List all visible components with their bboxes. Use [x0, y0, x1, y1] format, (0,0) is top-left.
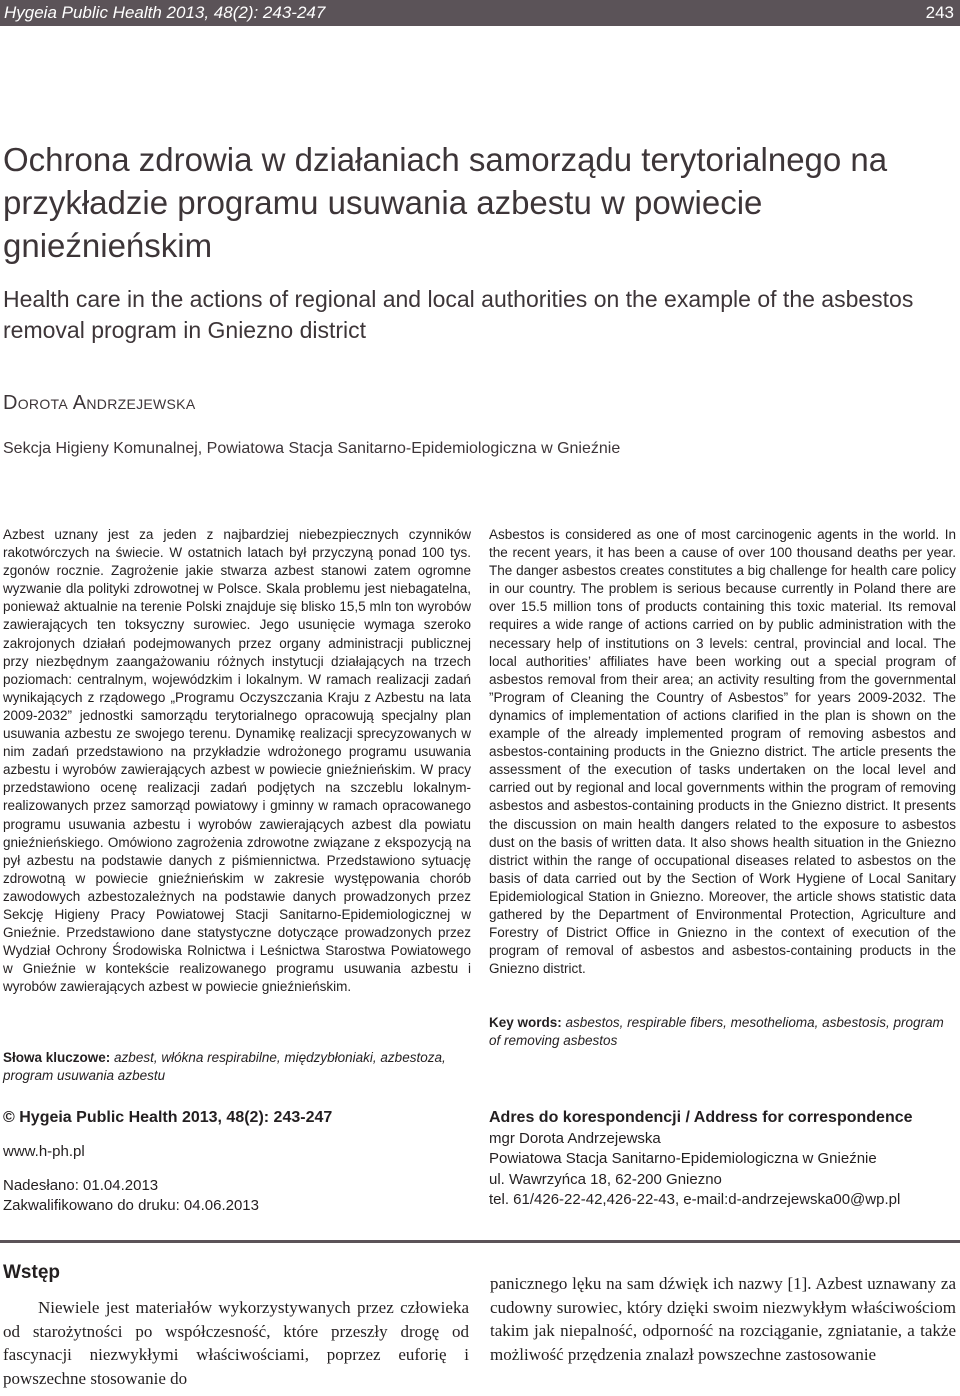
journal-reference: Hygeia Public Health 2013, 48(2): 243-247	[4, 3, 326, 22]
received-date: Nadesłano: 01.04.2013	[3, 1177, 159, 1194]
keywords-polish-text: azbest, włókna respirabilne, międzybłoniaki, azbestoza, program usuwania azbestu	[3, 1050, 446, 1084]
correspondence-institution: Powiatowa Stacja Sanitarno-Epidemiologiczna w Gnieźnie	[489, 1150, 877, 1167]
correspondence-block	[489, 1108, 956, 1211]
intro-text-right: panicznego lęku na sam dźwięk ich nazwy [1]. Azbest uznawany za cudowny surowiec, który dzięki swoim niezwykłym właściwościom takim jak niepalność, odporność na rozciąganie, zgniatanie, a także możliwość przędzenia znalazł powszechne zastosowanie	[490, 1274, 956, 1365]
keywords-english	[489, 1014, 956, 1050]
title-english: Health care in the actions of regional and local authorities on the example of the asbestos removal program in Gniezno district	[3, 286, 914, 343]
correspondence-name: mgr Dorota Andrzejewska	[489, 1129, 661, 1147]
intro-text-left: Niewiele jest materiałów wykorzystywanych przez człowieka od starożytności po współczesność, które przeszły drogę od fascynacji niezwykłymi właściwościami, poprzez euforię i powszechne stosowanie do	[3, 1298, 469, 1389]
journal-website-link[interactable]: www.h-ph.pl	[3, 1143, 85, 1160]
keywords-polish	[3, 1049, 471, 1085]
intro-heading: Wstęp	[3, 1262, 60, 1283]
author-name: Dorota Andrzejewska	[3, 392, 196, 414]
correspondence-heading: Adres do korespondencji / Address for correspondence	[489, 1109, 913, 1126]
article-metadata	[3, 1108, 473, 1216]
title-polish: Ochrona zdrowia w działaniach samorządu terytorialnego na przykładzie programu usuwania azbestu w powiecie gnieźnieńskim	[3, 141, 888, 264]
abstract-polish: Azbest uznany jest za jeden z najbardziej niebezpiecznych czynników rakotwórczych na świecie. W ostatnich latach był przyczyną ponad 100 tys. zgonów rocznie. Zagrożenie jakie stwarza azbest stanowi zatem ogromne wyzwanie dla polityki zdrowotnej w Polsce. Skala problemu jest niebagatelna, ponieważ aktualnie na terenie Polski znajduje się blisko 15,5 mln ton wyrobów zawierających ten toksyczny surowiec. Jego usunięcie wymaga szeroko zakrojonych działań podejmowanych przez organy administracji publicznej przy niezbędnym zaangażowaniu różnych instytucji działających na trzech poziomach: centralnym, wojewódzkim i lokalnym. W ramach realizacji zadań wynikających z rządowego „Programu Oczyszczania Kraju z Azbestu na lata 2009-2032” jednostki samorządu terytorialnego opracowują specjalny plan usuwania azbestu ze swojego terenu. Dynamikę realizacji sprecyzowanych w nim zadań przedstawiono na przykładzie wdrożonego programu usuwania azbestu i wyrobów zawierających azbest w powiecie gnieźnieńskim. W pracy przedstawiono ocenę realizacji zadań podjętych na szczeblu lokalnym-realizowanych przez samorząd powiatowy i gminny w ramach opracowanego programu usuwania azbestu i wyrobów zawierających azbest dla powiatu gnieźnieńskiego. Omówiono zagrożenia zdrowotne związane z ekspozycją na pył azbestu na podstawie danych z piśmiennictwa. Przedstawiono sytuację zdrowotną w powiecie gnieźnieńskim w zakresie występowania chorób zawodowych azbestozależnych na podstawie danych prowadzonych przez Sekcję Higieny Pracy Powiatowej Stacji Sanitarno-Epidemiologicznej w Gnieźnie. Przedstawiono dane statystyczne dotyczące prowadzonych przez Wydział Ochrony Środowiska Rolnictwa i Leśnictwa Starostwa Powiatowego w Gnieźnie w kontekście realizowanego programu usuwania azbestu i wyrobów zawierających azbest w powiecie gnieźnieńskim.	[3, 527, 471, 995]
section-divider	[0, 1240, 960, 1243]
keywords-polish-label: Słowa kluczowe:	[3, 1050, 111, 1065]
accepted-date: Zakwalifikowano do druku: 04.06.2013	[3, 1197, 259, 1214]
correspondence-contact: tel. 61/426-22-42,426-22-43, e-mail:d-andrzejewska00@wp.pl	[489, 1191, 901, 1208]
author-affiliation: Sekcja Higieny Komunalnej, Powiatowa Stacja Sanitarno-Epidemiologiczna w Gnieźnie	[3, 440, 621, 457]
journal-citation: © Hygeia Public Health 2013, 48(2): 243-247	[3, 1109, 333, 1126]
abstract-english: Asbestos is considered as one of most carcinogenic agents in the world. In the recent years, it has been a cause of over 100 thousand deaths per year. The danger asbestos creates constitutes a big challenge for health care policy in our country. The problem is serious because currently in Poland there are over 15.5 million tons of products containing this toxic material. Its removal requires a wide range of actions carried on by public administration with the necessary help of institutions on 3 levels: central, provincial and local. The local authorities’ affiliates have been working out a special program of asbestos removal from their area; an activity resulting from the governmental ”Program of Cleaning the Country of Asbestos” for years 2009-2032. The dynamics of implementation of actions clarified in the plan is shown on the example of the already implemented program of removing asbestos and asbestos-containing products in the Gniezno district. The article presents the assessment of the execution of tasks undertaken on the local level and carried out by regional and local governments within the program of removing asbestos and asbestos-containing products in the Gniezno district. It presents the discussion on main health dangers related to the exposure to asbestos dust on the basis of written data. It also shows health situation in the Gniezno district within the range of occupational diseases related to asbestos on the basis of data carried out by the Section of Work Hygiene of Local Sanitary Epidemiological Station in Gniezno. Moreover, the article shows statistic data gathered by the Department of Environmental Protection, Agriculture and Forestry of District Office in Gniezno in the context of execution of the program of removal of asbestos and asbestos-containing products in the Gniezno district.	[489, 527, 956, 977]
keywords-english-text: asbestos, respirable fibers, mesothelioma, asbestosis, program of removing asbestos	[489, 1015, 944, 1049]
keywords-english-label: Key words:	[489, 1015, 562, 1030]
correspondence-street: ul. Wawrzyńca 18, 62-200 Gniezno	[489, 1170, 722, 1188]
page-number: 243	[925, 3, 954, 22]
running-header	[0, 0, 960, 26]
